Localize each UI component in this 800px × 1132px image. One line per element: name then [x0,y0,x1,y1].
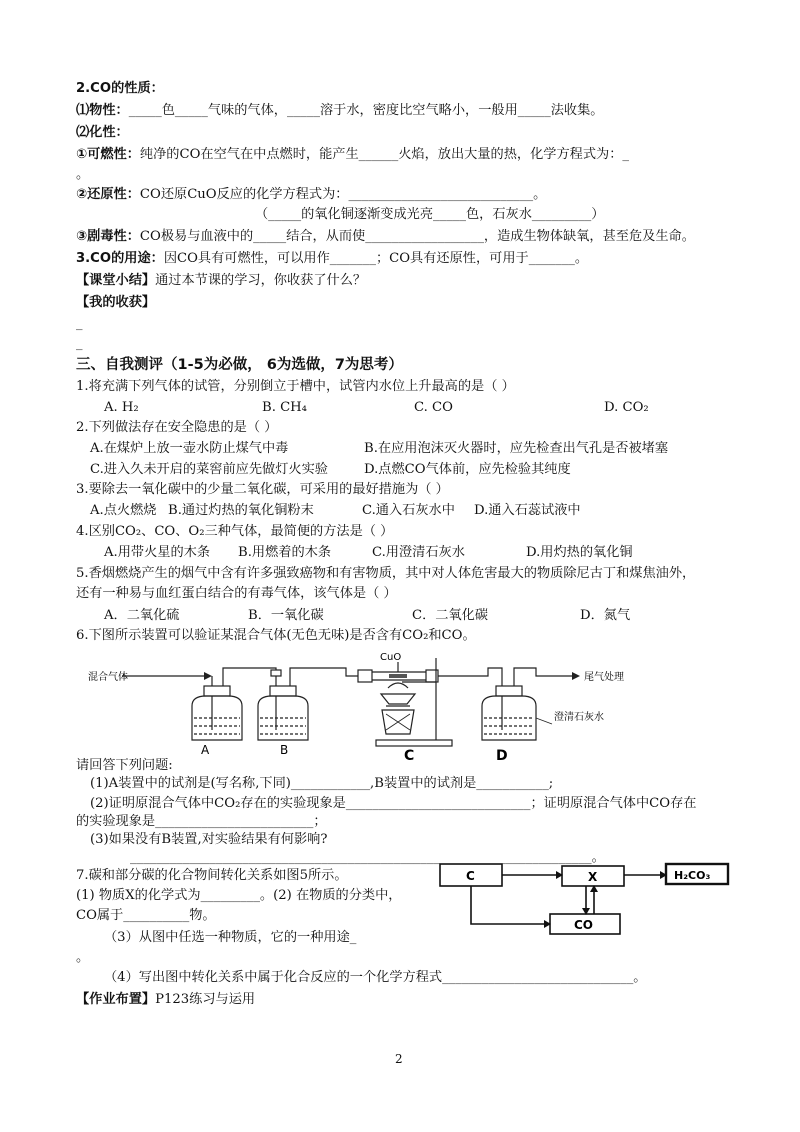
tube-c-to-d [438,668,502,730]
q5-stem-line-1: 5.香烟燃烧产生的烟气中含有许多强致癌物和有害物质，其中对人体危害最大的物质除尼古丁和煤焦油外， [76,566,696,581]
q1-option-b: B. CH₄ [262,400,307,415]
page-number: 2 [395,1052,403,1066]
outlet-arrow [572,672,580,680]
combustibility-end: 。 [76,167,90,182]
combustion-tube-c [358,658,452,746]
class-summary-line: 【课堂小结】通过本节课的学习，你收获了什么？ [76,273,367,288]
q3-option-a: A.点火燃烧 [90,503,157,518]
q3-stem: 3.要除去一氧化碳中的少量二氧化碳，可采用的最好措施为（ ） [76,482,449,497]
reducibility-observation: （_____的氧化铜逐渐变成光亮_____色，石灰水_________） [255,207,605,222]
bottle-b [258,676,308,740]
my-gains-label: 【我的收获】 [76,295,156,310]
arrow-c-to-co [471,886,544,924]
q6-part-3-answer-line: ______________________________________________________________________。 [130,850,605,865]
q4-stem: 4.区别CO₂、CO、O₂三种气体，最简便的方法是（ ） [76,524,394,539]
q5-stem-line-2: 还有一种易与血红蛋白结合的有毒气体，该气体是（ ） [76,586,397,601]
inlet-arrow [204,672,212,680]
node-x: X [588,870,598,884]
node-co: CO [574,918,594,932]
gain-blank-2: _ [76,336,83,351]
q1-option-d: D. CO₂ [604,400,649,415]
q7-part-3a: （3）从图中任选一种物质，它的一种用途_ [104,930,357,945]
q7-part-3b: 。 [76,950,90,965]
q6-part-1: (1)A装置中的试剂是(写名称,下同)____________,B装置中的试剂是___________; [90,776,554,791]
q1-stem: 1.将充满下列气体的试管，分别倒立于槽中，试管内水位上升最高的是（ ） [76,379,515,394]
q2-option-c: C.进入久未开启的菜窖前应先做灯火实验 [90,462,328,477]
physical-properties-line: ⑴物性：_____色_____气味的气体，_____溶于水，密度比空气略小，一般用_____法收集。 [76,103,604,118]
gain-blank-1: _ [76,316,83,331]
co-properties-heading: 2.CO的性质： [76,81,164,96]
reducibility-line: ②还原性：CO还原CuO反应的化学方程式为：____________________________。 [76,187,547,202]
label-d: D [496,748,508,760]
q4-option-d: D.用灼热的氧化铜 [526,545,633,560]
exhaust-label: 尾气处理 [584,672,624,683]
limewater-label: 澄清石灰水 [554,712,604,723]
co-uses-line: 3.CO的用途：因CO具有可燃性，可以用作_______；CO具有还原性，可用于_______。 [76,251,589,266]
node-h2co3: H₂CO₃ [674,869,711,882]
q2-stem: 2.下列做法存在安全隐患的是（ ） [76,420,278,435]
q4-option-c: C.用澄清石灰水 [372,545,465,560]
q5-option-a: A．二氧化硫 [104,608,180,623]
q3-option-d: D.通入石蕊试液中 [474,503,581,518]
q4-option-a: A.用带火星的木条 [104,545,211,560]
bottle-a [192,676,242,740]
bottle-d [482,676,536,740]
cuo-powder [389,674,407,678]
combustibility-line: ①可燃性：纯净的CO在空气在中点燃时，能产生______火焰，放出大量的热，化学方程式为：_ [76,147,629,162]
gas-test-apparatus-diagram [76,648,716,760]
q7-stem: 7.碳和部分碳的化合物间转化关系如图5所示。 [76,868,348,883]
q6-part-3: (3)如果没有B装置,对实验结果有何影响? [90,832,328,847]
tube-b-to-c [290,668,358,676]
q5-option-c: C．二氧化碳 [412,608,489,623]
cuo-label: CuO [380,652,402,663]
q5-option-d: D．氮气 [580,608,631,623]
q3-option-b: B.通过灼热的氧化铜粉末 [168,503,314,518]
homework-line: 【作业布置】P123练习与运用 [76,992,256,1007]
q7-part-4: （4）写出图中转化关系中属于化合反应的一个化学方程式_____________________________。 [104,970,647,985]
q7-part-1b: CO属于__________物。 [76,908,216,923]
carbon-conversion-diagram [436,860,736,940]
outlet-tube [514,668,574,676]
q2-option-b: B.在应用泡沫灭火器时，应先检查出气孔是否被堵塞 [364,441,669,456]
q6-part-2a: (2)证明原混合气体中CO₂存在的实验现象是____________________________；证明原混合气体中CO存在 [90,796,697,811]
q6-stem: 6.下图所示装置可以验证某混合气体(无色无味)是否含有CO₂和CO。 [76,628,476,643]
limewater-pointer [536,718,552,724]
q2-option-d: D.点燃CO气体前，应先检验其纯度 [364,462,571,477]
q4-option-b: B.用燃着的木条 [238,545,332,560]
self-test-heading: 三、自我测评（1-5为必做， 6为选做，7为思考） [76,357,403,373]
q6-prompt: 请回答下列问题: [76,758,173,773]
node-c: C [466,869,475,883]
gas-in-label: 混合气体 [88,672,128,683]
label-a: A [201,743,210,757]
label-b: B [280,743,289,757]
tube-a-to-b [223,668,276,678]
q2-option-a: A.在煤炉上放一壶水防止煤气中毒 [90,441,289,456]
chemical-properties-label: ⑵化性： [76,125,129,140]
q3-option-c: C.通入石灰水中 [362,503,455,518]
q1-option-c: C. CO [414,400,453,415]
q7-part-1a: (1) 物质X的化学式为_________。(2) 在物质的分类中， [76,888,402,903]
q6-part-2b: 的实验现象是________________________； [76,814,327,829]
q5-option-b: B．一氧化碳 [248,608,324,623]
q1-option-a: A. H₂ [104,400,139,415]
label-c: C [404,748,415,760]
toxicity-line: ③剧毒性：CO极易与血液中的_____结合，从而使__________________，造成生物体缺氧，甚至危及生命。 [76,229,695,244]
